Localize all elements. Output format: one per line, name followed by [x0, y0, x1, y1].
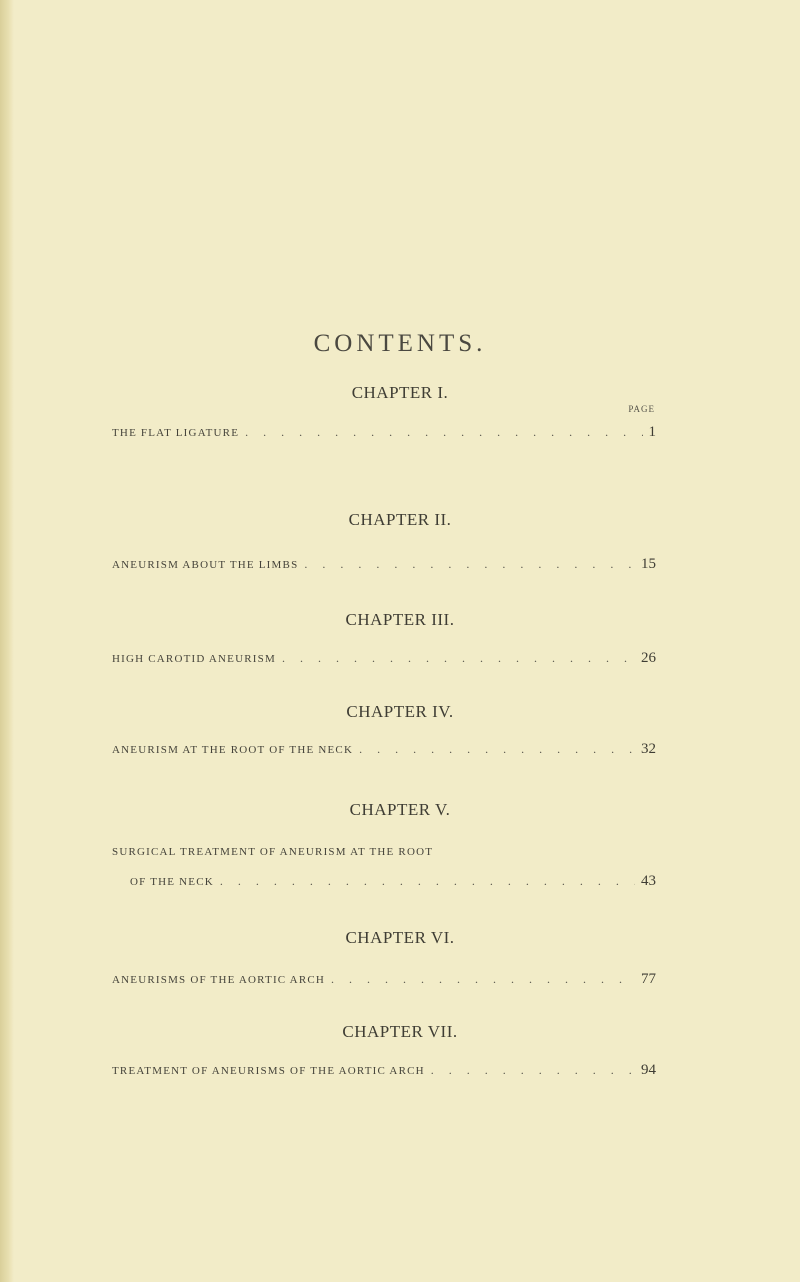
toc-entry-4[interactable]	[112, 741, 656, 758]
dot-leader	[331, 972, 635, 987]
dot-leader	[431, 1063, 635, 1078]
page-column-label: PAGE	[628, 404, 655, 414]
toc-entry-page: 15	[641, 556, 656, 572]
toc-entry-title: ANEURISM AT THE ROOT OF THE NECK	[112, 744, 354, 756]
toc-entry-1[interactable]	[112, 424, 656, 441]
chapter-heading-1: CHAPTER I.	[351, 383, 449, 402]
toc-entry-title: HIGH CAROTID ANEURISM	[112, 653, 276, 665]
toc-entry-title: TREATMENT OF ANEURISMS OF THE AORTIC ARCH	[112, 1065, 425, 1077]
chapter-heading-2: CHAPTER II.	[348, 510, 452, 529]
toc-entry-3[interactable]	[112, 650, 656, 667]
toc-entry-page: 77	[641, 971, 656, 987]
chapter-heading-5: CHAPTER V.	[349, 800, 451, 819]
chapter-heading-3: CHAPTER III.	[345, 610, 455, 629]
dot-leader	[282, 651, 635, 666]
toc-entry-page: 26	[641, 650, 656, 666]
toc-entry-5-line1[interactable]: SURGICAL TREATMENT OF ANEURISM AT THE ROOT	[112, 846, 434, 858]
toc-entry-page: 94	[641, 1062, 656, 1078]
toc-entry-7[interactable]	[112, 1062, 656, 1079]
dot-leader	[245, 425, 642, 440]
toc-entry-page: 1	[648, 424, 656, 440]
toc-entry-page: 43	[641, 873, 656, 889]
toc-entry-title: ANEURISMS OF THE AORTIC ARCH	[112, 974, 326, 986]
toc-entry-6[interactable]	[112, 971, 656, 988]
toc-entry-title: ANEURISM ABOUT THE LIMBS	[112, 559, 299, 571]
chapter-heading-4: CHAPTER IV.	[346, 702, 454, 721]
toc-entry-2[interactable]	[112, 556, 656, 573]
toc-entry-title: THE FLAT LIGATURE	[112, 427, 240, 439]
chapter-heading-6: CHAPTER VI.	[345, 928, 455, 947]
dot-leader	[304, 557, 635, 572]
page-edge	[0, 0, 14, 1282]
dot-leader	[359, 742, 635, 757]
page-title: CONTENTS.	[313, 330, 487, 357]
toc-entry-5[interactable]	[130, 873, 656, 890]
toc-entry-title: OF THE NECK	[130, 876, 214, 888]
dot-leader	[220, 874, 635, 889]
chapter-heading-7: CHAPTER VII.	[342, 1022, 458, 1041]
toc-entry-page: 32	[641, 741, 656, 757]
